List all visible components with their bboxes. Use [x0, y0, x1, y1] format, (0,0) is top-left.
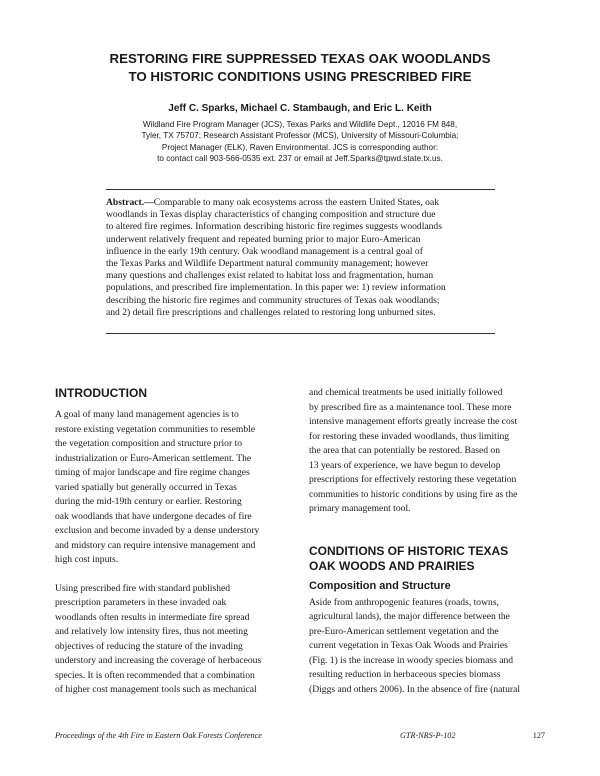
footer-report-number: GTR-NRS-P-102	[400, 731, 456, 740]
conditions-heading	[309, 544, 557, 574]
text-line: prescriptions for effectively restoring these vegetation	[309, 474, 517, 485]
footer-proceedings: Proceedings of the 4th Fire in Eastern Oak Forests Conference	[55, 731, 262, 740]
affiliation-line: Tyler, TX 75707; Research Assistant Professor (MCS), University of Missouri-Columbia;	[141, 131, 459, 141]
introduction-paragraph-1	[55, 408, 303, 568]
paper-title	[60, 50, 540, 86]
text-line: timing of major landscape and fire regime changes	[55, 467, 250, 478]
text-line: of higher cost management tools such as mechanical	[55, 684, 257, 695]
footer-page-number: 127	[532, 731, 545, 740]
affiliation-line: Project Manager (ELK), Raven Environmental. JCS is corresponding author:	[161, 142, 439, 152]
introduction-paragraph-2	[55, 582, 303, 698]
abstract-line: describing the historic fire regimes and community structures of Texas oak woodlands;	[106, 294, 440, 306]
text-line: during the mid-19th century or earlier. Restoring	[55, 496, 242, 507]
abstract-first-line: Comparable to many oak ecosystems across the eastern United States, oak	[153, 197, 440, 208]
text-line: restore existing vegetation communities to resemble	[55, 423, 256, 435]
text-line: Using prescribed fire with standard published	[55, 582, 231, 594]
text-line: and midstory can require intensive management and	[55, 539, 256, 551]
title-line-1: RESTORING FIRE SUPPRESSED TEXAS OAK WOODLANDS	[109, 51, 491, 66]
text-line: varied spatially but generally occurred in Texas	[55, 481, 237, 493]
text-line: by prescribed fire as a maintenance tool. These more	[309, 401, 512, 413]
composition-paragraph	[309, 596, 557, 698]
text-line: primary management tool.	[309, 503, 411, 514]
text-line: industrialization or Euro-American settlement. The	[55, 452, 252, 464]
abstract-top-rule	[106, 189, 495, 190]
continued-paragraph	[309, 386, 557, 517]
abstract-line	[106, 197, 495, 209]
text-line: and chemical treatments be used initially followed	[309, 387, 503, 398]
abstract-line: the Texas Parks and Wildlife Department natural community management; however	[106, 258, 429, 270]
text-line: and relatively low intensity fires, thus not meeting	[55, 626, 248, 637]
abstract-line: to altered fire regimes. Information describing historic fire regimes suggests woodlands	[106, 221, 442, 233]
text-line: 13 years of experience, we have begun to develop	[309, 459, 501, 471]
abstract-line: many questions and challenges exist related to habitat loss and fragmentation, human	[106, 270, 434, 282]
text-line: the vegetation composition and structure prior to	[55, 438, 243, 449]
text-line: high cost inputs.	[55, 554, 119, 565]
text-line: (Fig. 1) is the increase in woody species biomass and	[309, 654, 514, 666]
text-line: Aside from anthropogenic features (roads, towns,	[309, 596, 499, 608]
text-line: understory and increasing the coverage of herbaceous	[55, 655, 262, 666]
text-line: current vegetation in Texas Oak Woods and Prairies	[309, 640, 508, 651]
text-line: oak woodlands that have undergone decades of fire	[55, 510, 252, 522]
text-line: woodlands often results in intermediate fire spread	[55, 611, 250, 623]
text-line: prescription parameters in these invaded oak	[55, 597, 227, 608]
abstract-line: populations, and prescribed fire implementation. In this paper we: 1) review information	[106, 282, 446, 294]
abstract-line: woodlands in Texas display characteristics of changing composition and structure due	[106, 209, 436, 221]
composition-subheading: Composition and Structure	[309, 579, 451, 592]
affiliation	[60, 119, 540, 164]
conditions-heading-line-2: OAK WOODS AND PRAIRIES	[309, 558, 475, 573]
abstract-line: influence in the early 19th century. Oak woodland management is a central goal of	[106, 245, 423, 257]
text-line: for restoring these invaded woodlands, thus limiting	[309, 430, 510, 442]
text-line: communities to historic conditions by using fire as the	[309, 488, 518, 500]
text-line: objectives of reducing the stature of the invading	[55, 640, 243, 652]
text-line: A goal of many land management agencies is to	[55, 409, 239, 420]
conditions-heading-line-1: CONDITIONS OF HISTORIC TEXAS	[309, 543, 509, 558]
abstract-line: underwent relatively frequent and repeated burning prior to major Euro-American	[106, 233, 421, 245]
text-line: species. It is often recommended that a combination	[55, 669, 255, 681]
text-line: pre-Euro-American settlement vegetation and the	[309, 625, 499, 637]
text-line: the area that can potentially be restored. Based on	[309, 445, 500, 456]
introduction-heading: INTRODUCTION	[55, 386, 147, 400]
text-line: exclusion and become invaded by a dense understory	[55, 525, 260, 536]
text-line: agricultural lands), the major difference between the	[309, 611, 510, 622]
text-line: intensive management efforts greatly increase the cost	[309, 416, 518, 427]
abstract-line: and 2) detail fire prescriptions and challenges related to restoring long unburned sites.	[106, 306, 436, 318]
text-line: resulting reduction in herbaceous species biomass	[309, 669, 501, 680]
left-column	[55, 386, 303, 698]
abstract-bottom-rule	[106, 333, 495, 334]
right-column	[309, 386, 557, 697]
abstract-label: Abstract.—	[106, 197, 154, 208]
affiliation-line: Wildland Fire Program Manager (JCS), Texas Parks and Wildlife Dept., 12016 FM 848,	[142, 120, 458, 129]
affiliation-line: to contact call 903-566-0535 ext. 237 or email at Jeff.Sparks@tpwd.state.tx.us.	[157, 153, 443, 163]
text-line: (Diggs and others 2006). In the absence of fire (natural	[309, 683, 520, 695]
title-line-2: TO HISTORIC CONDITIONS USING PRESCRIBED FIRE	[128, 69, 472, 84]
abstract	[106, 197, 495, 319]
page-footer	[55, 731, 545, 745]
authors: Jeff C. Sparks, Michael C. Stambaugh, and Eric L. Keith	[168, 103, 432, 114]
